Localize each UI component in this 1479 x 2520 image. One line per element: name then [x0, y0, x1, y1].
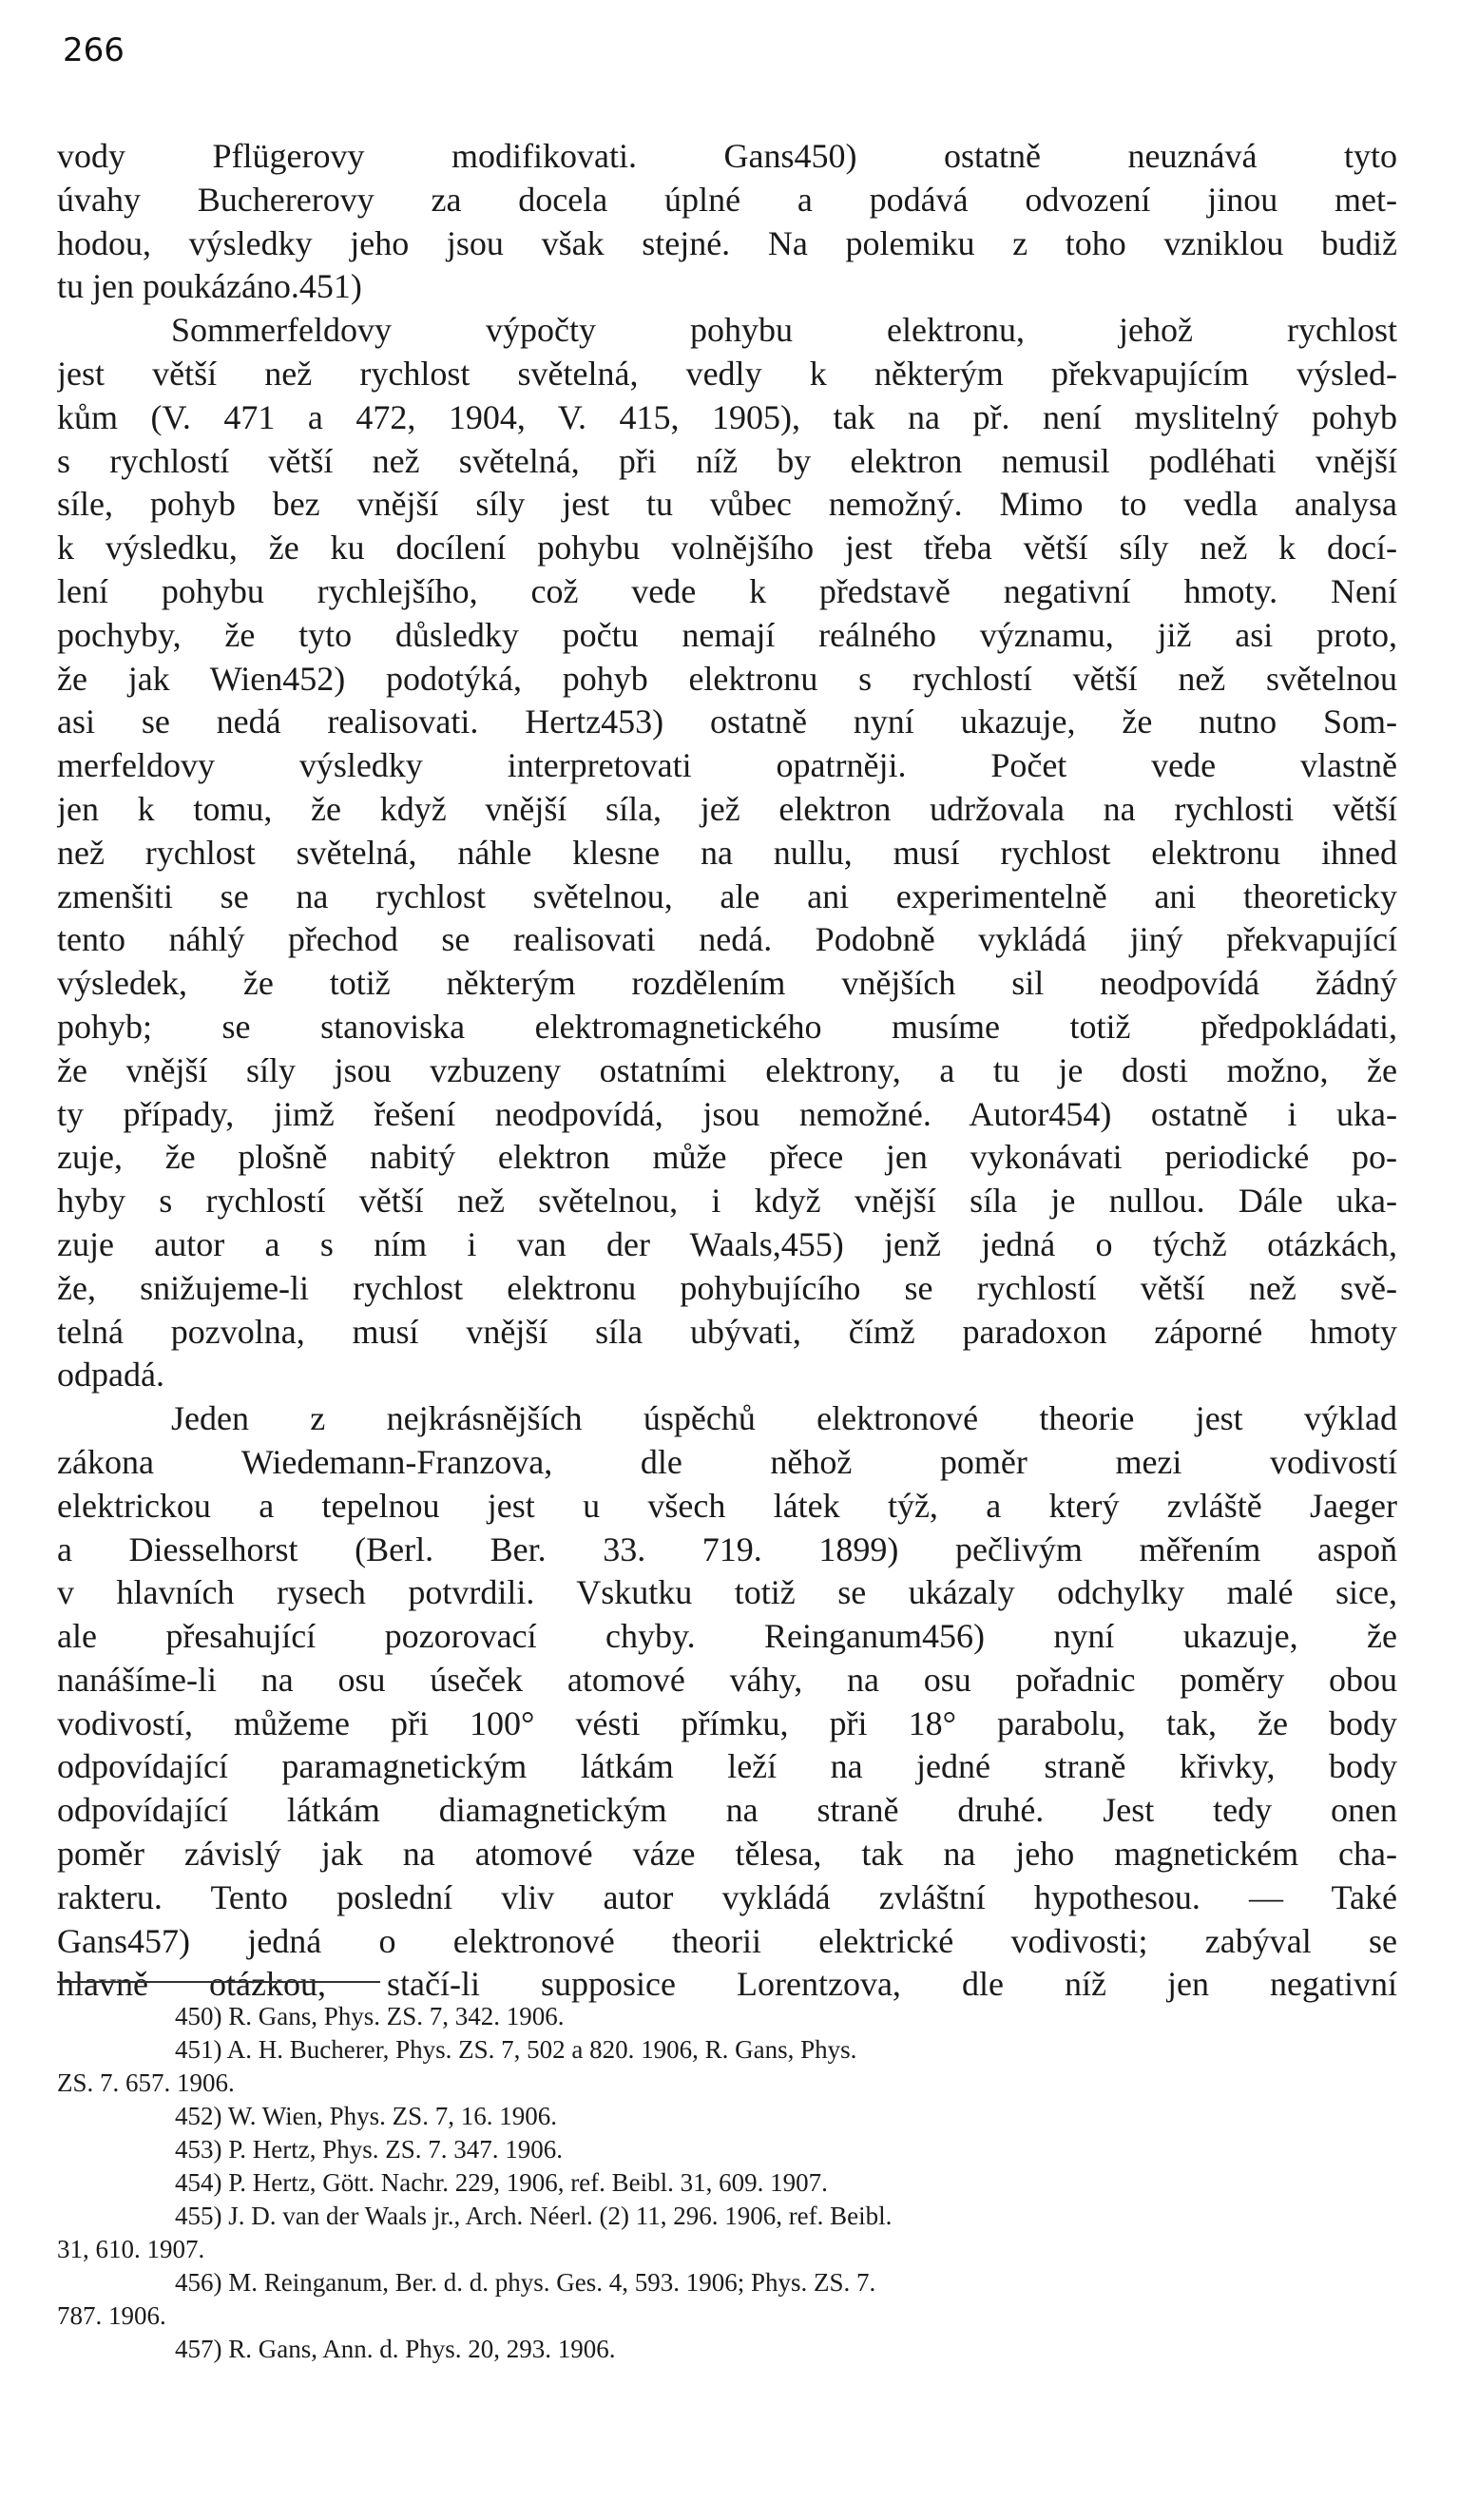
text-line: hyby s rychlostí větší než světelnou, i když vnější síla je nullou. Dále uka-: [57, 1182, 1397, 1221]
text-line: výsledek, že totiž některým rozdělením vnějších sil neodpovídá žádný: [57, 964, 1397, 1003]
text-line: tu jen poukázáno.451): [57, 267, 362, 306]
footnote-line: 454) P. Hertz, Gött. Nachr. 229, 1906, ref. Beibl. 31, 609. 1907.: [175, 2168, 828, 2197]
text-line: Sommerfeldovy výpočty pohybu elektronu, jehož rychlost: [171, 311, 1397, 350]
footnote-line: 31, 610. 1907.: [57, 2235, 205, 2263]
footnotes: [57, 2000, 1397, 2366]
text-line: merfeldovy výsledky interpretovati opatrněji. Počet vede vlastně: [57, 746, 1397, 785]
text-line: odpovídající paramagnetickým látkám leží na jedné straně křivky, body: [57, 1747, 1397, 1786]
text-line: hlavně otázkou, stačí-li supposice Lorentzova, dle níž jen negativní: [57, 1965, 1397, 2004]
text-line: že vnější síly jsou vzbuzeny ostatními elektrony, a tu je dosti možno, že: [57, 1050, 1397, 1089]
body-text: [57, 135, 1397, 2007]
text-line: telná pozvolna, musí vnější síla ubývati, čímž paradoxon záporné hmoty: [57, 1312, 1397, 1351]
text-line: v hlavních rysech potvrdili. Vskutku totiž se ukázaly odchylky malé sice,: [57, 1573, 1397, 1612]
text-line: lení pohybu rychlejšího, což vede k představě negativní hmoty. Není: [57, 571, 1397, 610]
text-line: zuje, že plošně nabitý elektron může přece jen vykonávati periodické po-: [57, 1138, 1397, 1177]
text-line: zuje autor a s ním i van der Waals,455) jenž jedná o týchž otázkách,: [57, 1224, 1397, 1263]
footnote-line: 456) M. Reinganum, Ber. d. d. phys. Ges. 4, 593. 1906; Phys. ZS. 7.: [175, 2268, 876, 2297]
footnote-line: 787. 1906.: [57, 2301, 166, 2330]
text-line: poměr závislý jak na atomové váze tělesa, tak na jeho magnetickém cha-: [57, 1835, 1397, 1874]
text-line: ale přesahující pozorovací chyby. Reinganum456) nyní ukazuje, že: [57, 1617, 1397, 1656]
text-line: zmenšiti se na rychlost světelnou, ale ani experimentelně ani theoreticky: [57, 876, 1397, 915]
footnote-line: 453) P. Hertz, Phys. ZS. 7. 347. 1906.: [175, 2135, 564, 2164]
text-line: jen k tomu, že když vnější síla, jež elektron udržovala na rychlosti větší: [57, 789, 1397, 828]
text-line: vody Pflügerovy modifikovati. Gans450) ostatně neuznává tyto: [57, 137, 1397, 175]
footnote-line: ZS. 7. 657. 1906.: [57, 2068, 235, 2097]
text-line: než rychlost světelná, náhle klesne na nullu, musí rychlost elektronu ihned: [57, 833, 1397, 872]
text-line: zákona Wiedemann-Franzova, dle něhož poměr mezi vodivostí: [57, 1442, 1397, 1481]
text-line: s rychlostí větší než světelná, při níž by elektron nemusil podléhati vnější: [57, 441, 1397, 480]
text-line: Gans457) jedná o elektronové theorii elektrické vodivosti; zabýval se: [57, 1921, 1397, 1960]
text-line: pohyb; se stanoviska elektromagnetického musíme totiž předpokládati,: [57, 1007, 1397, 1046]
text-line: kům (V. 471 a 472, 1904, V. 415, 1905), tak na př. není myslitelný pohyb: [57, 397, 1397, 436]
footnote-separator: [57, 1981, 380, 1983]
text-line: ty případy, jimž řešení neodpovídá, jsou nemožné. Autor454) ostatně i uka-: [57, 1094, 1397, 1133]
text-line: asi se nedá realisovati. Hertz453) ostatně nyní ukazuje, že nutno Som-: [57, 702, 1397, 741]
text-line: tento náhlý přechod se realisovati nedá. Podobně vykládá jiný překvapující: [57, 920, 1397, 959]
text-line: hodou, výsledky jeho jsou však stejné. Na polemiku z toho vzniklou budiž: [57, 223, 1397, 262]
footnote-line: 457) R. Gans, Ann. d. Phys. 20, 293. 1906.: [175, 2335, 616, 2363]
text-line: vodivostí, můžeme při 100° vésti přímku, při 18° parabolu, tak, že body: [57, 1703, 1397, 1742]
text-line: pochyby, že tyto důsledky počtu nemají reálného významu, již asi proto,: [57, 615, 1397, 654]
text-line: že jak Wien452) podotýká, pohyb elektronu s rychlostí větší než světelnou: [57, 659, 1397, 698]
footnote-line: 455) J. D. van der Waals jr., Arch. Néerl. (2) 11, 296. 1906, ref. Beibl.: [175, 2202, 893, 2230]
page-number: 266: [63, 31, 125, 69]
text-line: elektrickou a tepelnou jest u všech látek týž, a který zvláště Jaeger: [57, 1486, 1397, 1525]
text-line: nanášíme-li na osu úseček atomové váhy, na osu pořadnic poměry obou: [57, 1660, 1397, 1699]
text-line: úvahy Buchererovy za docela úplné a podává odvození jinou met-: [57, 180, 1397, 219]
text-line: Jeden z nejkrásnějších úspěchů elektronové theorie jest výklad: [171, 1399, 1397, 1438]
text-line: rakteru. Tento poslední vliv autor vykládá zvláštní hypothesou. — Také: [57, 1877, 1397, 1916]
text-line: k výsledku, že ku docílení pohybu volnějšího jest třeba větší síly než k docí-: [57, 529, 1397, 567]
footnote-line: 452) W. Wien, Phys. ZS. 7, 16. 1906.: [175, 2102, 557, 2130]
text-line: a Diesselhorst (Berl. Ber. 33. 719. 1899) pečlivým měřením aspoň: [57, 1529, 1397, 1568]
text-line: jest větší než rychlost světelná, vedly k některým překvapujícím výsled-: [57, 354, 1397, 393]
text-line: odpadá.: [57, 1356, 164, 1395]
footnote-line: 450) R. Gans, Phys. ZS. 7, 342. 1906.: [175, 2002, 565, 2030]
text-line: že, snižujeme-li rychlost elektronu pohybujícího se rychlostí větší než svě-: [57, 1268, 1397, 1307]
text-line: síle, pohyb bez vnější síly jest tu vůbec nemožný. Mimo to vedla analysa: [57, 485, 1397, 524]
text-line: odpovídající látkám diamagnetickým na straně druhé. Jest tedy onen: [57, 1791, 1397, 1830]
footnote-line: 451) A. H. Bucherer, Phys. ZS. 7, 502 a 820. 1906, R. Gans, Phys.: [175, 2035, 857, 2064]
